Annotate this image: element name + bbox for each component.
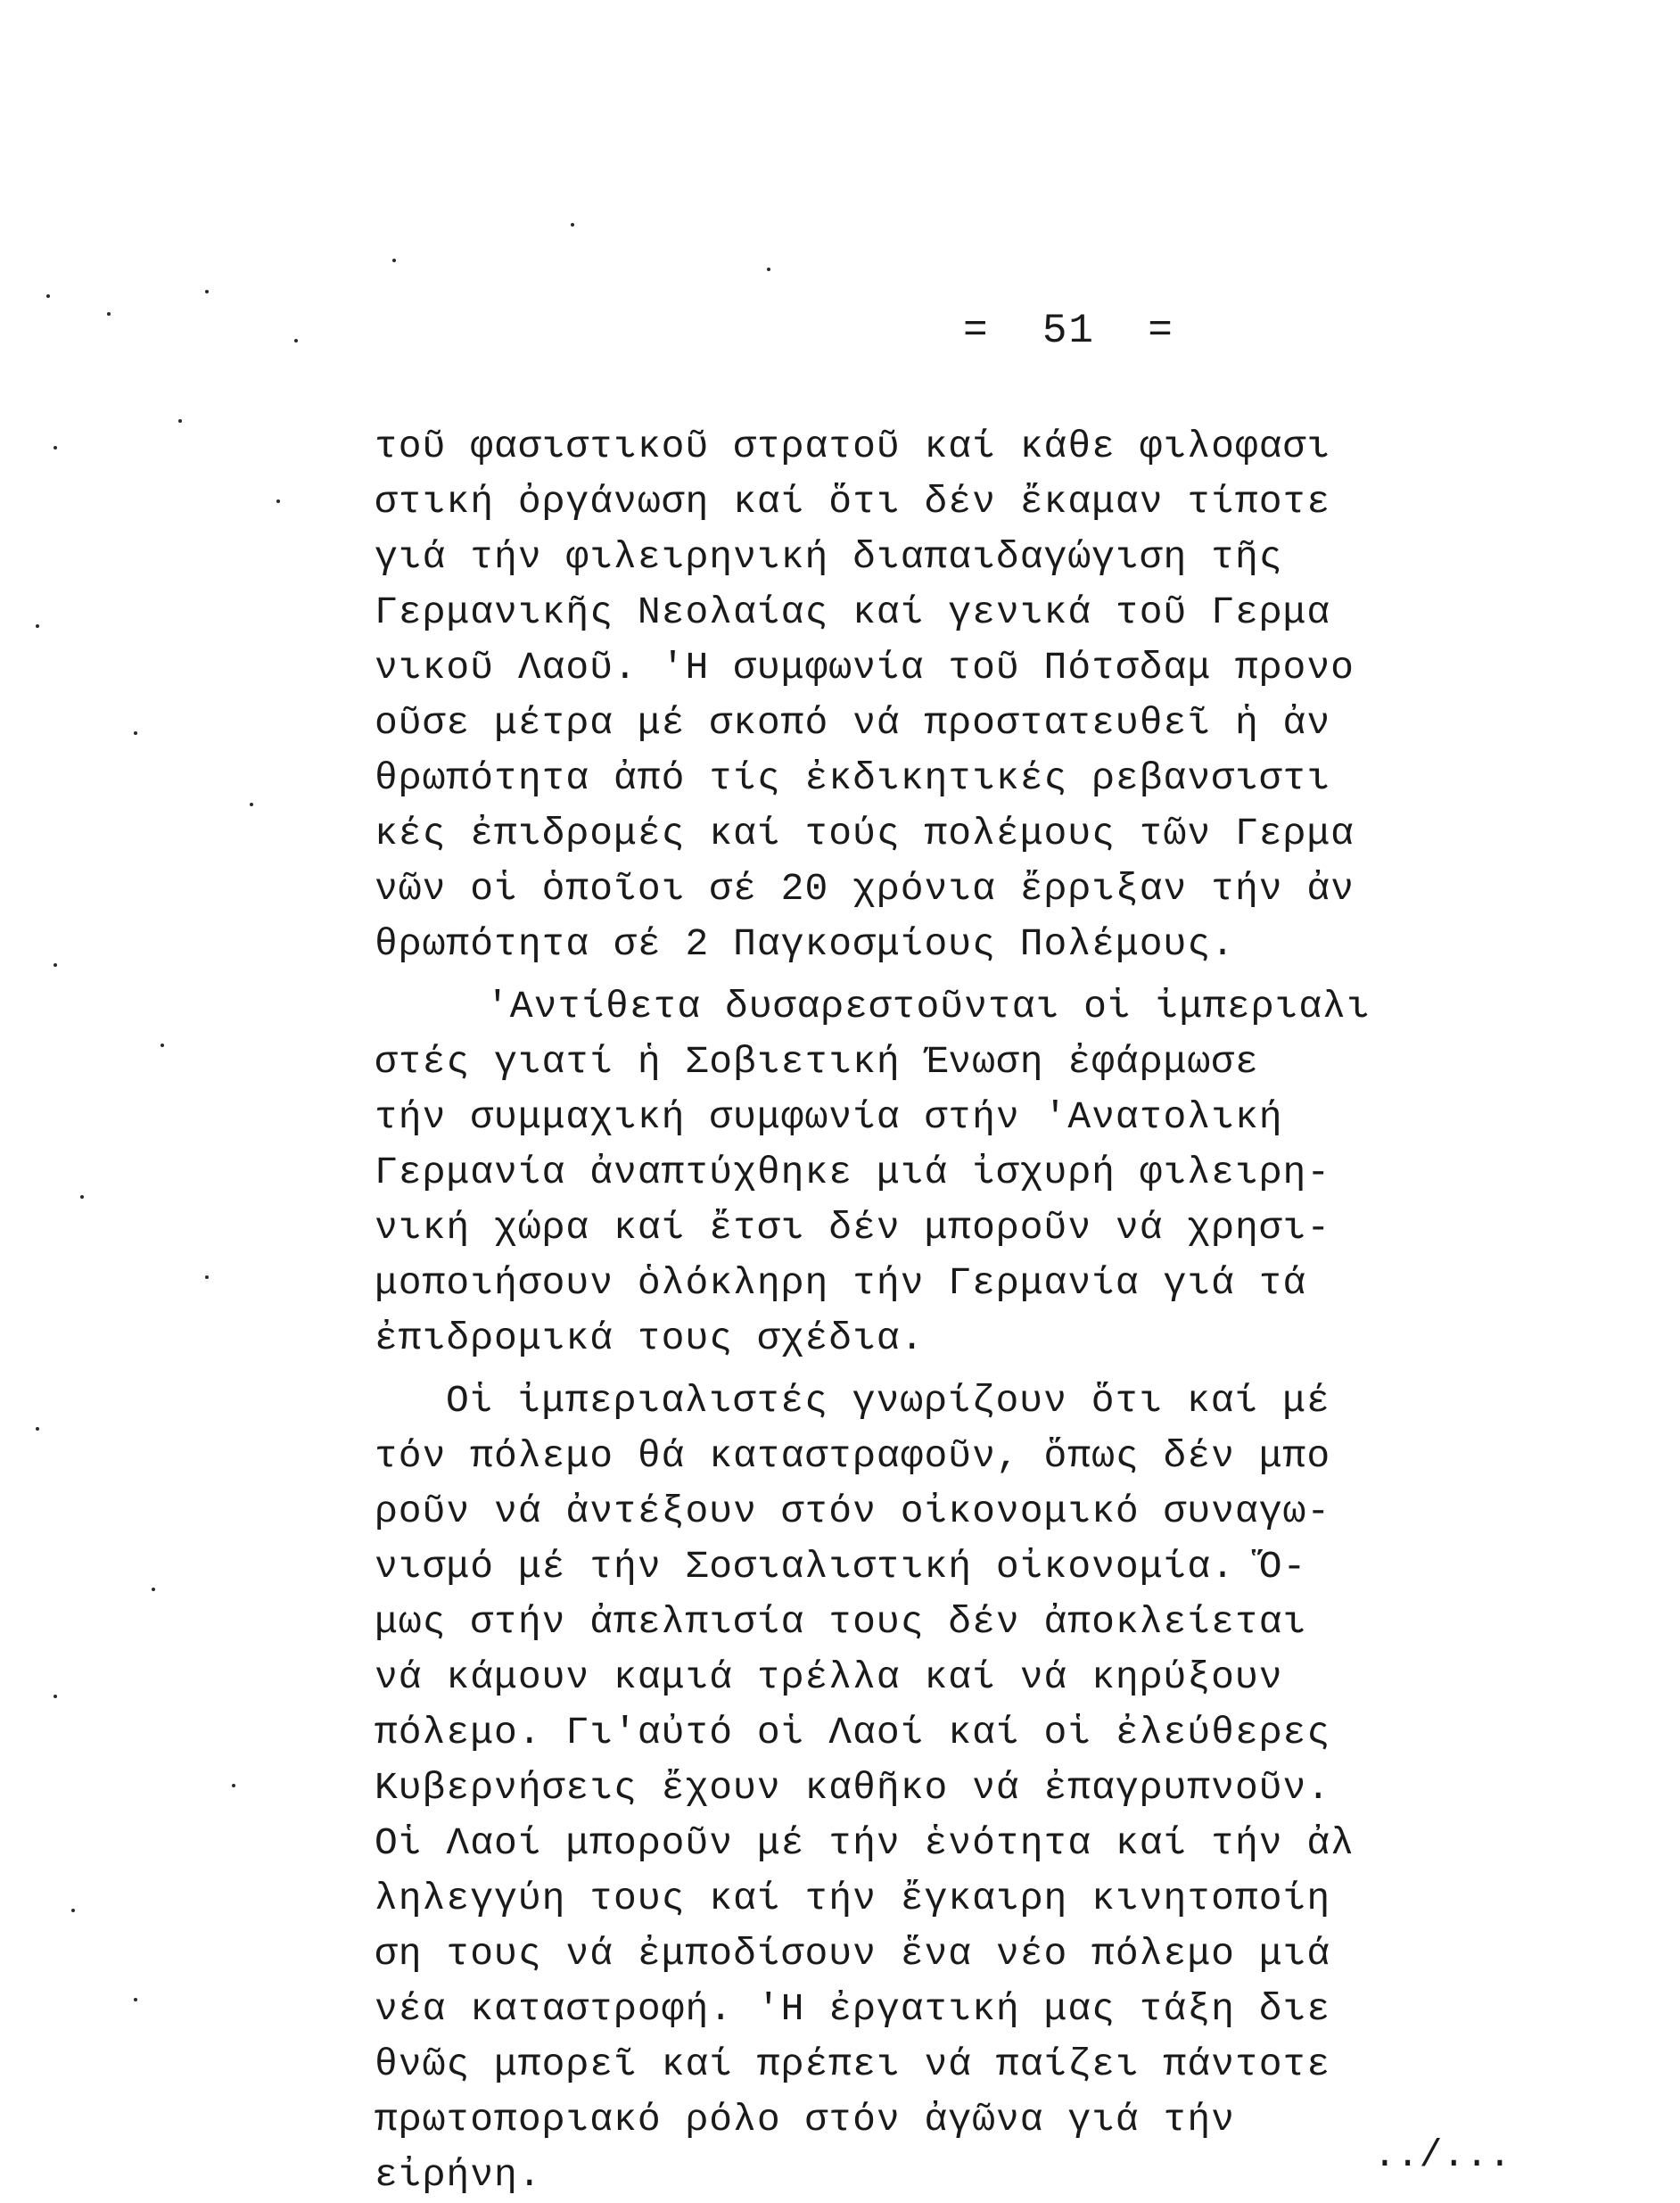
text-line: νά κάμουν καμιά τρέλλα καί νά κηρύξουν: [375, 1655, 1283, 1699]
text-line: νισμό μέ τήν Σοσιαλιστική οἰκονομία. Ὅ-: [375, 1545, 1307, 1588]
scan-speck: [152, 1588, 155, 1591]
text-line: τήν συμμαχική συμφωνία στήν 'Ανατολική: [375, 1095, 1283, 1139]
scan-speck: [250, 803, 253, 806]
text-line: τόν πόλεμο θά καταστραφοῦν, ὅπως δέν μπο: [375, 1434, 1331, 1478]
scan-speck: [205, 290, 209, 293]
scan-speck: [71, 1909, 75, 1912]
text-line: τοῦ φασιστικοῦ στρατοῦ καί κάθε φιλοφασι: [375, 425, 1331, 468]
scan-speck: [205, 1275, 209, 1279]
scan-speck: [134, 1998, 137, 2001]
scan-speck: [80, 1195, 84, 1199]
text-line: Οἱ Λαοί μποροῦν μέ τήν ἑνότητα καί τήν ἀλ: [375, 1821, 1355, 1865]
text-line: Κυβερνήσεις ἔχουν καθῆκο νά ἐπαγρυπνοῦν.: [375, 1766, 1331, 1810]
text-line: Γερμανικῆς Νεολαίας καί γενικά τοῦ Γερμα: [375, 590, 1331, 634]
text-line: 'Αντίθετα δυσαρεστοῦνται οἱ ἰμπεριαλι: [486, 985, 1371, 1028]
text-line: θρωπότητα σέ 2 Παγκοσμίους Πολέμους.: [375, 922, 1235, 966]
text-line: ἐπιδρομικά τους σχέδια.: [375, 1316, 925, 1360]
paragraph-1: [375, 419, 1534, 972]
scan-speck: [161, 1044, 164, 1047]
text-line: Οἱ ἰμπεριαλιστές γνωρίζουν ὅτι καί μέ: [446, 1379, 1330, 1423]
paragraph-2: [375, 979, 1534, 1366]
text-line: Γερμανία ἀναπτύχθηκε μιά ἰσχυρή φιλειρη-: [375, 1151, 1331, 1194]
text-line: νική χώρα καί ἔτσι δέν μποροῦν νά χρησι-: [375, 1206, 1331, 1250]
scan-speck: [36, 1427, 39, 1431]
scan-speck: [46, 294, 50, 298]
text-line: μοποιήσουν ὁλόκληρη τήν Γερμανία γιά τά: [375, 1261, 1307, 1305]
text-line: νικοῦ Λαοῦ. 'Η συμφωνία τοῦ Πότσδαμ προνο: [375, 646, 1355, 689]
scan-speck: [392, 259, 396, 262]
text-line: εἰρήνη.: [375, 2153, 542, 2197]
scan-speck: [276, 499, 280, 503]
text-line: οῦσε μέτρα μέ σκοπό νά προστατευθεῖ ἡ ἀν: [375, 701, 1331, 745]
text-line: θνῶς μπορεῖ καί πρέπει νά παίζει πάντοτε: [375, 2042, 1331, 2086]
scan-speck: [767, 268, 770, 271]
text-line: μως στήν ἀπελπισία τους δέν ἀποκλείεται: [375, 1600, 1307, 1644]
text-line: στική ὀργάνωση καί ὅτι δέν ἔκαμαν τίποτε: [375, 480, 1331, 524]
scan-speck: [54, 1695, 57, 1698]
scan-speck: [294, 339, 298, 342]
paragraph-3: [375, 1374, 1534, 2203]
scan-speck: [232, 1784, 235, 1787]
text-line: ληλεγγύη τους καί τήν ἔγκαιρη κινητοποίη: [375, 1877, 1331, 1920]
scan-speck: [54, 446, 57, 450]
scan-speck: [36, 624, 39, 628]
text-line: πρωτοποριακό ρόλο στόν ἀγῶνα γιά τήν: [375, 2098, 1235, 2141]
text-line: κές ἐπιδρομές καί τούς πολέμους τῶν Γερμα: [375, 812, 1355, 855]
text-line: νῶν οἱ ὁποῖοι σέ 20 χρόνια ἔρριξαν τήν ἀν: [375, 867, 1355, 911]
scan-speck: [571, 223, 574, 227]
scan-speck: [134, 731, 137, 735]
text-line: πόλεμο. Γι'αὐτό οἱ Λαοί καί οἱ ἐλεύθερες: [375, 1711, 1331, 1754]
text-line: γιά τήν φιλειρηνική διαπαιδαγώγιση τῆς: [375, 535, 1283, 579]
page-number: = 51 =: [963, 308, 1174, 354]
text-line: ροῦν νά ἀντέξουν στόν οἰκονομικό συναγω-: [375, 1489, 1331, 1533]
text-line: στές γιατί ἡ Σοβιετική Ένωση ἐφάρμωσε: [375, 1040, 1259, 1084]
text-line: θρωπότητα ἀπό τίς ἐκδικητικές ρεβανσιστι: [375, 756, 1331, 800]
scan-speck: [54, 963, 57, 967]
scan-speck: [107, 312, 111, 316]
continuation-mark: ../...: [1373, 2133, 1511, 2177]
text-line: νέα καταστροφή. 'Η ἐργατική μας τάξη διε: [375, 1987, 1331, 2031]
text-line: ση τους νά ἐμποδίσουν ἕνα νέο πόλεμο μιά: [375, 1932, 1331, 1976]
scan-speck: [178, 419, 182, 423]
